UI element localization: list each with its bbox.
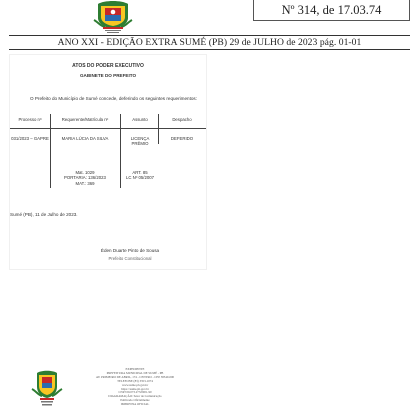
row-requester: MARIA LÚCIA DA SILVA <box>61 136 109 141</box>
municipal-coat-of-arms-icon <box>29 369 65 407</box>
row-requester-detail: Mat. 1029 PORTARIA: 136/2023 MAT.: 369 <box>64 170 106 186</box>
footer-line: DIAGRAMAÇÃO: Setor de Comunicação <box>108 394 162 399</box>
document-intro: O Prefeito do Município de Sumé concede, deferindo os seguintes requerimentos: <box>30 96 198 101</box>
municipal-coat-of-arms-icon <box>84 0 142 34</box>
scanned-decree-document <box>10 55 206 269</box>
footer-line: AV. PRIMEIRO DE ABRIL, 174 - CENTRO - CEP 58540-000 <box>95 374 175 379</box>
column-header-process: Processo nº <box>18 117 42 122</box>
document-date-line: Sumé (PB), 11 de Julho de 2023. <box>10 212 78 217</box>
table-header-rule <box>10 128 206 129</box>
row-decision: DEFERIDO <box>170 136 194 141</box>
table-col-divider <box>158 114 159 144</box>
column-header-decision: Despacho <box>172 117 192 122</box>
header-rule-bottom <box>9 49 410 50</box>
law-reference: Nº 314, de 17.03.74 <box>281 3 382 17</box>
document-title: ATOS DO PODER EXECUTIVO <box>72 63 144 69</box>
row-subject-detail: ART. 85 LC Nº 05/2007 <box>125 170 155 181</box>
footer-line: EXPEDIENTE <box>125 367 145 371</box>
footer-line: www.sume.pb.gov.br <box>121 382 149 387</box>
column-header-requester: Requerente/Matrícula nº <box>61 117 109 122</box>
row-process: 031/2023 – GAPRE <box>11 136 49 141</box>
footer-line: TELEFONE (83) 3353-1074 <box>117 378 153 383</box>
footer-line: IMPRENSA OFICIAL <box>120 402 150 407</box>
signature-role: Prefeito Constitucional <box>108 256 152 261</box>
signature-name: Éden Duarte Pinto de Sousa <box>100 248 160 253</box>
document-subtitle: GABINETE DO PREFEITO <box>79 73 137 78</box>
table-col-divider <box>50 114 51 188</box>
requests-table <box>10 114 206 188</box>
footer-line: Publicado Oficialmente <box>120 398 150 403</box>
law-reference-box <box>253 0 410 21</box>
footer-expediente <box>80 368 190 407</box>
edition-line: ANO XXI - EDIÇÃO EXTRA SUMÉ (PB) 29 de JULHO de 2023 pág. 01-01 <box>57 37 362 48</box>
row-subject: LICENÇA PRÊMIO <box>130 136 150 147</box>
footer-line: CNPJ 09.073.273/0001-90 <box>118 390 152 395</box>
column-header-subject: Assunto <box>132 117 148 122</box>
footer-line: https://sume.pb.gov.br <box>121 386 149 391</box>
footer-line: PREFEITURA MUNICIPAL DE SUMÉ - PB <box>106 370 164 375</box>
table-col-divider <box>120 114 121 188</box>
